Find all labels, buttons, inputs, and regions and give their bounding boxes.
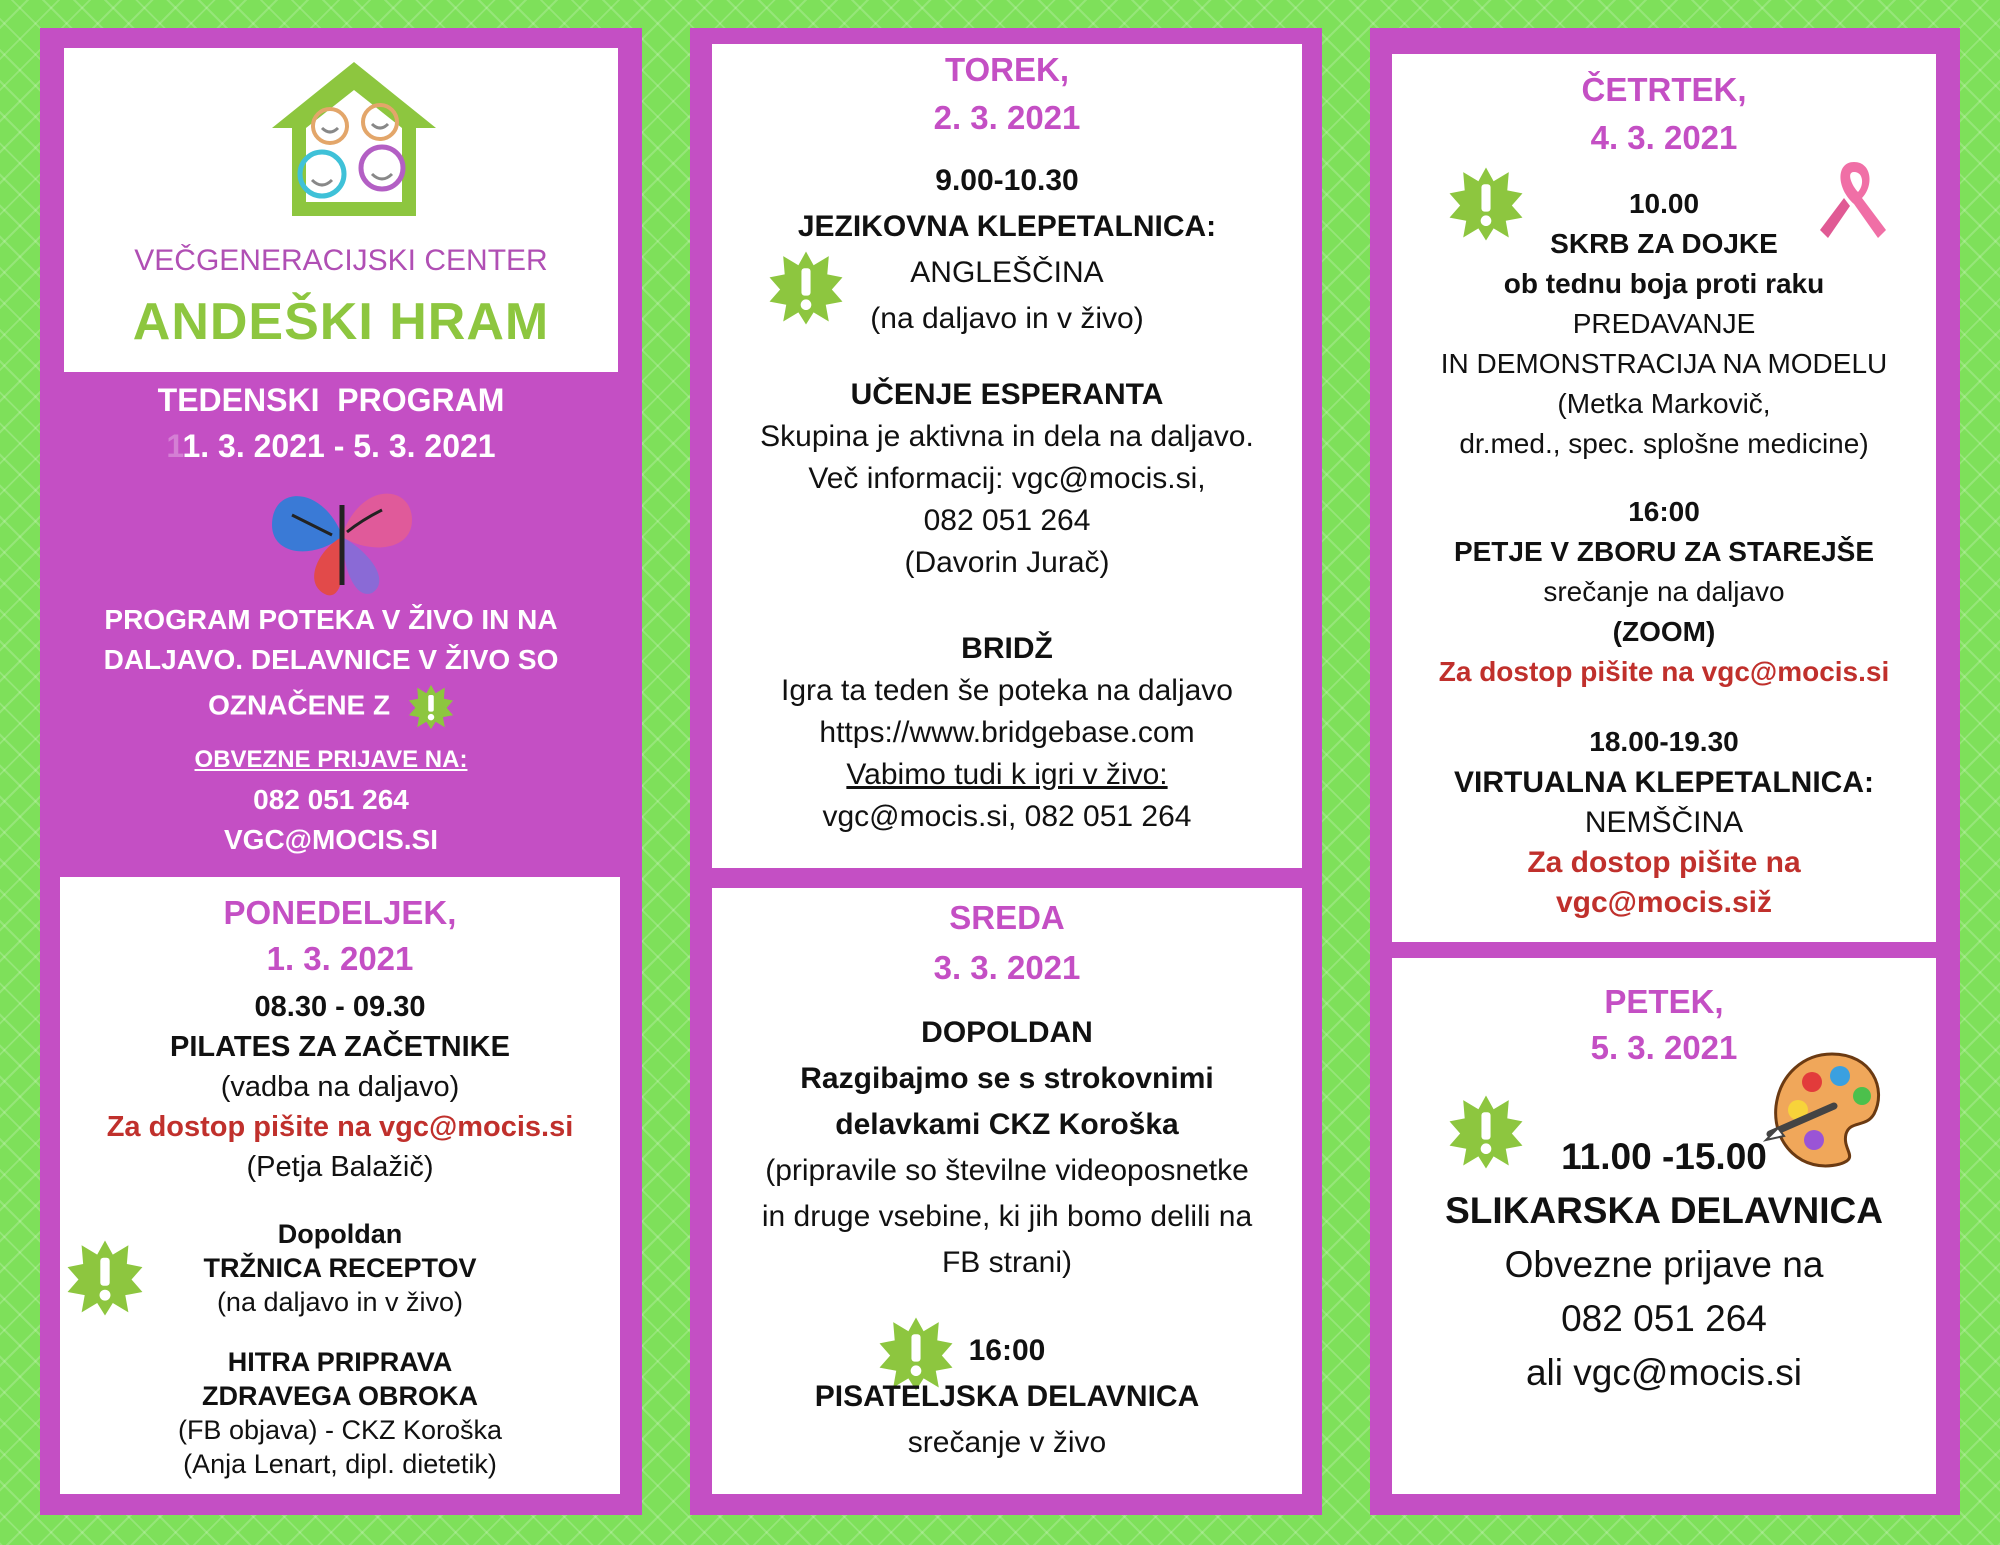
wednesday-e2-note: srečanje v živo bbox=[907, 1426, 1107, 1459]
monday-e2-note: (na daljavo in v živo) bbox=[216, 1287, 464, 1317]
wednesday-e1-l3: FB strani) bbox=[941, 1246, 1073, 1279]
thursday-e3-title: VIRTUALNA KLEPETALNICA: bbox=[1454, 766, 1874, 799]
tuesday-e3-l1: Igra ta teden še poteka na daljavo bbox=[781, 674, 1233, 707]
tuesday-panel bbox=[712, 44, 1302, 868]
friday-e1-l3: ali vgc@mocis.si bbox=[1525, 1352, 1803, 1393]
thursday-e2-access: Za dostop pišite na vgc@mocis.si bbox=[1438, 656, 1890, 687]
friday-date: 5. 3. 2021 bbox=[1590, 1029, 1738, 1066]
wednesday-e2-time: 16:00 bbox=[968, 1334, 1046, 1367]
thursday-e3-time: 18.00-19.30 bbox=[1589, 726, 1739, 757]
monday-e3-title2: ZDRAVEGA OBROKA bbox=[202, 1381, 478, 1411]
logo-line2: ANDEŠKI HRAM bbox=[132, 293, 550, 351]
wednesday-date: 3. 3. 2021 bbox=[933, 949, 1081, 986]
thursday-e1-title1: SKRB ZA DOJKE bbox=[1550, 228, 1778, 259]
monday-e3-note: (FB objava) - CKZ Koroška bbox=[177, 1415, 503, 1445]
tuesday-e2-l2: Več informacij: vgc@mocis.si, bbox=[808, 462, 1206, 495]
program-title: TEDENSKI PROGRAM bbox=[157, 382, 505, 418]
monday-e1-note: (vadba na daljavo) bbox=[220, 1071, 460, 1103]
thursday-e1-l3: (Metka Markovič, bbox=[1557, 388, 1771, 419]
tuesday-e1-lang: ANGLEŠČINA bbox=[910, 256, 1104, 289]
note-line2: DALJAVO. DELAVNICE V ŽIVO SO bbox=[103, 644, 559, 675]
wednesday-e1-title2: delavkami CKZ Koroška bbox=[835, 1108, 1179, 1141]
monday-e1-time: 08.30 - 09.30 bbox=[254, 991, 426, 1023]
monday-e2-time: Dopoldan bbox=[277, 1219, 403, 1249]
thursday-e2-title: PETJE V ZBORU ZA STAREJŠE bbox=[1453, 536, 1875, 567]
tuesday-e3-l4: vgc@mocis.si, 082 051 264 bbox=[822, 800, 1192, 833]
thursday-e2-zoom: (ZOOM) bbox=[1612, 616, 1716, 647]
tuesday-e1-note: (na daljavo in v živo) bbox=[870, 302, 1144, 335]
wednesday-e1-title1: Razgibajmo se s strokovnimi bbox=[800, 1062, 1214, 1095]
thursday-e1-l4: dr.med., spec. splošne medicine) bbox=[1459, 428, 1869, 459]
monday-e2-title: TRŽNICA RECEPTOV bbox=[203, 1253, 477, 1283]
wednesday-e2-title: PISATELJSKA DELAVNICA bbox=[814, 1380, 1200, 1413]
tuesday-e3-l3: Vabimo tudi k igri v živo: bbox=[846, 758, 1168, 791]
thursday-day: ČETRTEK, bbox=[1581, 71, 1747, 108]
tuesday-e2-title: UČENJE ESPERANTA bbox=[850, 378, 1164, 411]
wednesday-e1-l2: in druge vsebine, ki jih bomo delili na bbox=[761, 1200, 1253, 1233]
monday-e1-person: (Petja Balažič) bbox=[246, 1151, 434, 1183]
friday-e1-time: 11.00 -15.00 bbox=[1561, 1136, 1767, 1177]
tuesday-e1-time: 9.00-10.30 bbox=[935, 164, 1079, 197]
note-line3-text: OZNAČENE Z bbox=[208, 689, 391, 721]
thursday-e3-lang: NEMŠČINA bbox=[1584, 806, 1744, 839]
program-dates bbox=[40, 428, 622, 465]
exclamation-star-icon bbox=[408, 684, 454, 730]
monday-date: 1. 3. 2021 bbox=[266, 940, 414, 977]
tuesday-date: 2. 3. 2021 bbox=[933, 99, 1081, 136]
monday-e3-title1: HITRA PRIPRAVA bbox=[227, 1347, 453, 1377]
tuesday-e2-person: (Davorin Jurač) bbox=[904, 546, 1110, 579]
thursday-e3-access2: vgc@mocis.siž bbox=[1555, 886, 1772, 919]
note-line1: PROGRAM POTEKA V ŽIVO IN NA bbox=[104, 604, 558, 635]
monday-e1-title: PILATES ZA ZAČETNIKE bbox=[170, 1031, 510, 1063]
tuesday-day: TOREK, bbox=[944, 51, 1070, 88]
program-dates-lead: 1 bbox=[166, 428, 183, 464]
tuesday-e2-l1: Skupina je aktivna in dela na daljavo. bbox=[760, 420, 1254, 453]
friday-day: PETEK, bbox=[1604, 983, 1724, 1020]
thursday-e2-time: 16:00 bbox=[1628, 496, 1700, 527]
tuesday-e1-title: JEZIKOVNA KLEPETALNICA: bbox=[797, 210, 1217, 243]
monday-day: PONEDELJEK, bbox=[223, 894, 457, 931]
smiling-faces-house-logo bbox=[264, 56, 444, 226]
logo-panel bbox=[64, 48, 618, 372]
thursday-panel bbox=[1392, 54, 1936, 942]
wednesday-e1-time: DOPOLDAN bbox=[921, 1016, 1093, 1049]
monday-e1-access: Za dostop pišite na vgc@mocis.si bbox=[106, 1111, 574, 1143]
wednesday-e1-l1: (pripravile so številne videoposnetke bbox=[765, 1154, 1249, 1187]
thursday-e1-l1: PREDAVANJE bbox=[1572, 308, 1756, 339]
program-dates-text: 1. 3. 2021 - 5. 3. 2021 bbox=[182, 428, 496, 464]
thursday-e1-time: 10.00 bbox=[1628, 188, 1700, 219]
butterfly-icon bbox=[262, 475, 422, 605]
wednesday-day: SREDA bbox=[949, 899, 1065, 936]
monday-e3-person: (Anja Lenart, dipl. dietetik) bbox=[183, 1449, 497, 1479]
thursday-date: 4. 3. 2021 bbox=[1590, 119, 1738, 156]
signup-email: VGC@MOCIS.SI bbox=[224, 824, 438, 855]
logo-line1: VEČGENERACIJSKI CENTER bbox=[134, 244, 548, 277]
thursday-e3-access1: Za dostop pišite na bbox=[1527, 846, 1801, 879]
tuesday-e2-l3: 082 051 264 bbox=[923, 504, 1091, 537]
friday-panel bbox=[1392, 958, 1936, 1494]
thursday-e1-l2: IN DEMONSTRACIJA NA MODELU bbox=[1440, 348, 1888, 379]
thursday-e2-note: srečanje na daljavo bbox=[1543, 576, 1785, 607]
note-line3 bbox=[40, 684, 622, 730]
friday-e1-title: SLIKARSKA DELAVNICA bbox=[1445, 1190, 1883, 1231]
tuesday-e3-title: BRIDŽ bbox=[961, 632, 1053, 665]
wednesday-panel bbox=[712, 888, 1302, 1494]
friday-e1-l1: Obvezne prijave na bbox=[1504, 1244, 1824, 1285]
signup-phone: 082 051 264 bbox=[253, 784, 409, 815]
friday-e1-l2: 082 051 264 bbox=[1561, 1298, 1767, 1339]
thursday-e1-title2: ob tednu boja proti raku bbox=[1503, 268, 1825, 299]
signup-label: OBVEZNE PRIJAVE NA: bbox=[194, 746, 468, 773]
tuesday-e3-l2: https://www.bridgebase.com bbox=[819, 716, 1195, 749]
monday-panel bbox=[60, 877, 620, 1494]
